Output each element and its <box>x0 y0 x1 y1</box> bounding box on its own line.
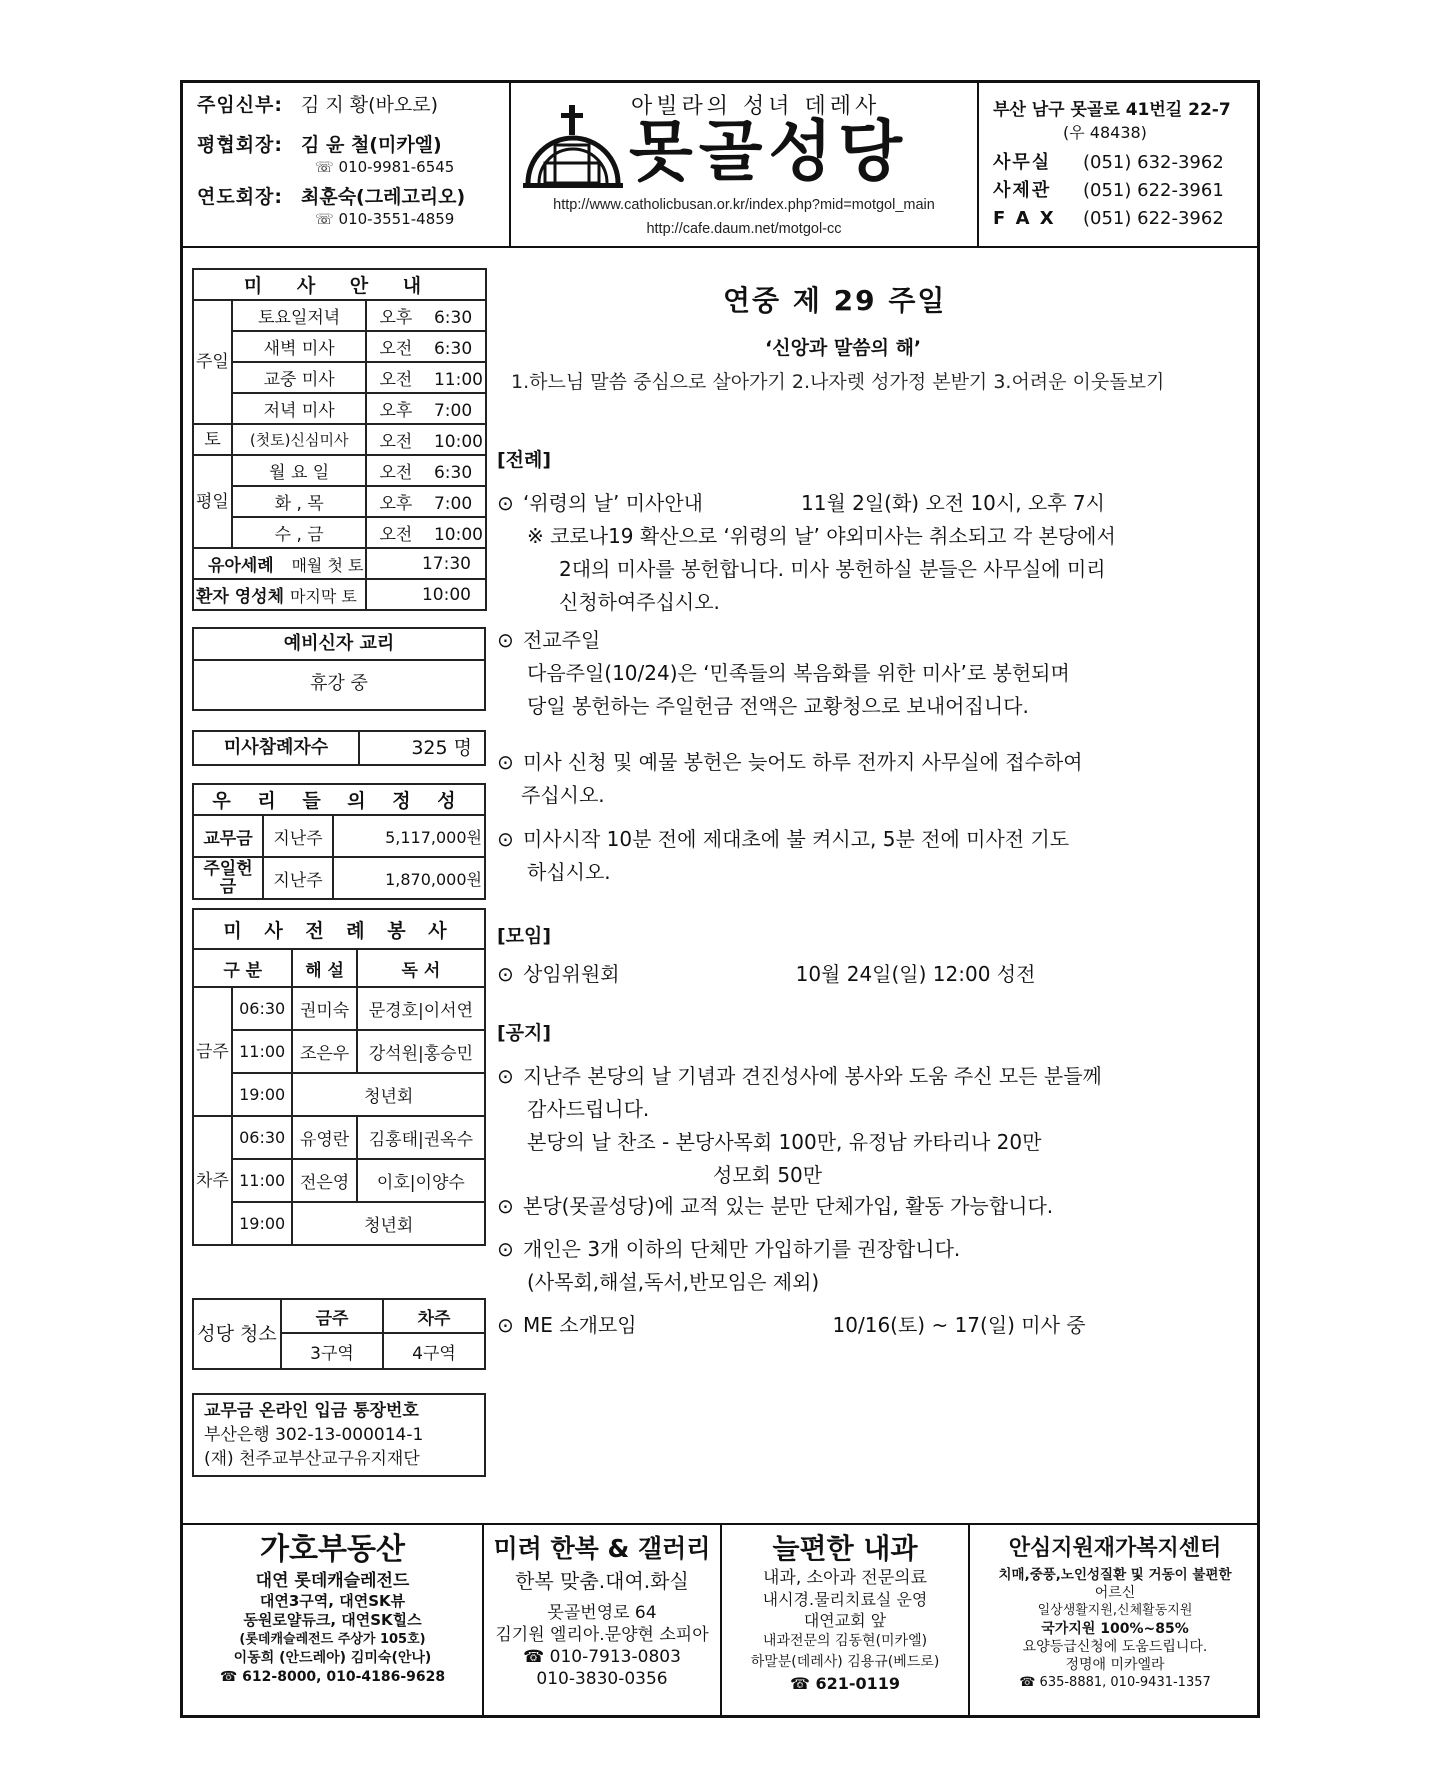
ad-clinic <box>722 1526 968 1716</box>
mass-name: 새벽 미사 <box>232 331 367 362</box>
mass-ampm: 오전 <box>379 463 413 483</box>
notice-text: 10월 24일(일) 12:00 성전 <box>795 962 1036 986</box>
notice-text: (사목회,해설,독서,반모임은 제외) <box>527 1270 820 1294</box>
ad-line: 김기원 엘리아.문양현 소피아 <box>495 1625 709 1645</box>
mass-time: 6:30 <box>433 339 473 359</box>
ad-line: ☎ 621-0119 <box>789 1674 901 1693</box>
ministry-group: 청년회 <box>292 1202 485 1245</box>
office-phone: (051) 632-3962 <box>1083 152 1224 173</box>
cafe-link[interactable]: http://cafe.daum.net/motgol-cc <box>646 221 842 237</box>
saturday-label: 토 <box>193 424 232 455</box>
mass-time: 11:00 <box>433 370 483 390</box>
ad-line: ☎ 635-8881, 010-9431-1357 <box>1019 1675 1211 1690</box>
reader: 이서연 <box>423 1001 474 1021</box>
mass-ampm: 오전 <box>379 339 413 359</box>
ad-line: 국가지원 100%~85% <box>1041 1621 1189 1637</box>
notice-text: 2대의 미사를 봉헌합니다. 미사 봉헌하실 분들은 사무실에 미리 <box>559 557 1106 581</box>
cleaning-area: 4구역 <box>383 1333 485 1369</box>
bullet-icon: ⊙ <box>497 1237 514 1261</box>
attendance-box <box>192 730 486 766</box>
header-church <box>511 83 977 246</box>
ministry-time: 19:00 <box>232 1202 293 1245</box>
bullet-icon: ⊙ <box>497 1194 514 1218</box>
ad-title: 가호부동산 <box>260 1532 405 1567</box>
bank-holder: (재) 천주교부산교구유지재단 <box>204 1449 420 1469</box>
ministry-readers: 강석원|홍승민 <box>357 1030 485 1073</box>
reader: 이양수 <box>415 1173 465 1193</box>
website-link[interactable]: http://www.catholicbusan.or.kr/index.php?mid=motgol_main <box>553 197 935 213</box>
mass-time: 10:00 <box>433 525 483 545</box>
ad-line: 이동희 (안드레아) 김미숙(안나) <box>233 1650 432 1666</box>
ministry-readers: 이호|이양수 <box>357 1159 485 1202</box>
ad-line: 내시경.물리치료실 운영 <box>762 1590 928 1609</box>
baptism-label: 유아세례 <box>208 556 274 576</box>
bullet-icon: ⊙ <box>497 1064 514 1088</box>
ad-line: ☎ 010-7913-0803 <box>523 1647 681 1667</box>
this-week-label: 금주 <box>193 987 232 1116</box>
council-name: 김 윤 철(미카엘) <box>301 134 442 156</box>
attendance-value: 325 명 <box>411 737 472 759</box>
notice-me-meeting <box>497 1309 1086 1342</box>
baptism-time: 17:30 <box>366 548 485 579</box>
notice-all-souls <box>497 487 1116 619</box>
mass-name: 월 요 일 <box>232 455 367 486</box>
ad-line: 어르신 <box>1094 1585 1136 1601</box>
mass-time: 6:30 <box>433 463 473 483</box>
ad-line: 대연 롯데캐슬레전드 <box>255 1571 410 1591</box>
sick-time: 10:00 <box>366 579 485 610</box>
ad-line: 못골번영로 64 <box>547 1603 657 1623</box>
ad-line: 010-3830-0356 <box>536 1669 668 1689</box>
header-contact <box>979 83 1260 246</box>
mass-ampm: 오전 <box>379 370 413 390</box>
council-label: 평협회장: <box>197 134 284 156</box>
address: 부산 남구 못골로 41번길 22-7 <box>993 100 1231 120</box>
church-logo-icon <box>523 103 623 193</box>
weekday-label: 평일 <box>193 455 232 548</box>
sunday-label: 주일 <box>193 300 232 424</box>
reader: 강석원 <box>368 1044 418 1064</box>
league-label: 연도회장: <box>197 186 284 208</box>
bullet-icon: ⊙ <box>497 491 514 515</box>
notice-text: 주십시오. <box>521 783 605 807</box>
ad-line: 대연교회 앞 <box>803 1611 887 1630</box>
notice-text: 하십시오. <box>527 860 611 884</box>
ad-title: 안심지원재가복지센터 <box>1008 1536 1222 1561</box>
patron-saint: 아빌라의 성녀 데레사 <box>631 94 881 119</box>
bank-box <box>192 1393 486 1477</box>
ministry-readers: 김홍태|권옥수 <box>357 1116 485 1159</box>
ministry-time: 06:30 <box>232 987 293 1030</box>
notice-text: 전교주일 <box>523 628 601 652</box>
bullet-icon: ⊙ <box>497 628 514 652</box>
notice-committee <box>497 958 1035 991</box>
pastor-name: 김 지 황(바오로) <box>301 94 439 116</box>
next-week-label: 차주 <box>193 1116 232 1245</box>
catechumen-title: 예비신자 교리 <box>194 629 484 661</box>
ministry-title: 미 사 전 례 봉 사 <box>193 909 485 949</box>
ministry-header: 구 분 <box>193 949 292 987</box>
sick-when: 마지막 토 <box>289 587 357 606</box>
bank-title: 교무금 온라인 입금 통장번호 <box>204 1401 419 1421</box>
cleaning-header: 차주 <box>383 1299 485 1333</box>
bullet-icon: ⊙ <box>497 1313 514 1337</box>
ad-realestate <box>183 1526 482 1716</box>
fax-label: F A X <box>993 208 1056 229</box>
mass-ampm: 오후 <box>379 494 413 514</box>
notice-text: 10/16(토) ~ 17(일) 미사 중 <box>832 1313 1086 1337</box>
ministry-group: 청년회 <box>292 1073 485 1116</box>
cleaning-header: 금주 <box>281 1299 383 1333</box>
ad-line: 내과전문의 김동현(미카엘) <box>762 1633 928 1649</box>
ministry-table <box>192 908 486 1246</box>
notice-text: 11월 2일(화) 오전 10시, 오후 7시 <box>801 491 1105 515</box>
cleaning-label: 성당 청소 <box>193 1299 281 1369</box>
bank-account: 부산은행 302-13-000014-1 <box>204 1425 424 1445</box>
ministry-time: 19:00 <box>232 1073 293 1116</box>
reader: 권옥수 <box>423 1130 474 1150</box>
ad-line: 일상생활지원,신체활동지원 <box>1037 1603 1193 1618</box>
fax-phone: (051) 622-3962 <box>1083 208 1224 229</box>
notice-text: 지난주 본당의 날 기념과 견진성사에 봉사와 도움 주신 모든 분들께 <box>523 1064 1102 1088</box>
catechumen-status: 휴강 중 <box>310 673 368 694</box>
cleaning-table <box>192 1298 486 1370</box>
notice-text: 당일 봉헌하는 주일헌금 전액은 교황청으로 보내어집니다. <box>527 694 1029 718</box>
notice-text: 다음주일(10/24)은 ‘민족들의 복음화를 위한 미사’로 봉헌되며 <box>527 661 1070 685</box>
ad-line: 하말분(데레사) 김용규(베드로) <box>750 1654 940 1670</box>
office-label: 사무실 <box>993 152 1052 173</box>
offering-amount: 5,117,000원 <box>333 815 485 857</box>
mass-name: 토요일저녁 <box>232 300 367 331</box>
sunday-title: 연중 제 29 주일 <box>723 284 947 317</box>
ministry-time: 06:30 <box>232 1116 293 1159</box>
ministry-person: 전은영 <box>292 1159 356 1202</box>
section-liturgy: [전례] <box>497 449 552 471</box>
mass-ampm: 오전 <box>379 432 413 452</box>
mass-name: 저녁 미사 <box>232 393 367 424</box>
ad-title: 미려 한복 & 갤러리 <box>493 1534 711 1563</box>
offerings-table <box>192 783 486 900</box>
ad-hanbok <box>484 1526 720 1716</box>
league-name: 최훈숙(그레고리오) <box>301 186 466 208</box>
notice-text: 상임위원회 <box>523 962 620 986</box>
rectory-label: 사제관 <box>993 180 1052 201</box>
ad-line: 치매,중풍,노인성질환 및 거동이 불편한 <box>998 1567 1232 1583</box>
league-phone: ☏ 010-3551-4859 <box>315 210 455 228</box>
mass-ampm: 오후 <box>379 401 413 421</box>
notice-mission-sunday <box>497 624 1070 723</box>
ad-line: 한복 맞춤.대여.화실 <box>515 1569 689 1593</box>
notice-text: 성모회 50만 <box>713 1163 823 1187</box>
rectory-phone: (051) 622-3961 <box>1083 180 1224 201</box>
catechumen-box <box>192 627 486 711</box>
mass-name: 교중 미사 <box>232 362 367 393</box>
ad-care-center <box>970 1526 1260 1716</box>
ad-line: (롯데캐슬레전드 주상가 105호) <box>239 1632 426 1647</box>
notice-mass-request <box>497 746 1083 812</box>
bullet-icon: ⊙ <box>497 962 514 986</box>
cleaning-area: 3구역 <box>281 1333 383 1369</box>
notice-text: 본당(못골성당)에 교적 있는 분만 단체가입, 활동 가능합니다. <box>523 1194 1054 1218</box>
mass-schedule-table <box>192 268 487 611</box>
offerings-title: 우 리 들 의 정 성 <box>193 784 485 815</box>
ad-line: 요양등급신청에 도움드립니다. <box>1022 1639 1208 1655</box>
offering-period: 지난주 <box>263 857 333 899</box>
mass-ampm: 오후 <box>379 308 413 328</box>
mass-guide-title: 미 사 안 내 <box>193 269 486 300</box>
bullet-icon: ⊙ <box>497 827 514 851</box>
section-notice: [공지] <box>497 1022 552 1044</box>
notice-candles <box>497 823 1069 889</box>
ad-title: 늘편한 내과 <box>772 1532 918 1565</box>
reader: 문경호 <box>368 1001 418 1021</box>
reader: 홍승민 <box>423 1044 474 1064</box>
offering-label: 교무금 <box>193 815 263 857</box>
bulletin-frame <box>180 80 1260 1718</box>
offering-label: 주일헌금 <box>193 857 263 899</box>
ministry-header: 독 서 <box>357 949 485 987</box>
mass-time: 10:00 <box>433 432 483 452</box>
baptism-when: 매월 첫 토 <box>291 556 364 575</box>
reader: 김홍태 <box>368 1130 418 1150</box>
ad-line: 동원로얄듀크, 대연SK힐스 <box>243 1611 422 1629</box>
pastor-label: 주임신부: <box>197 94 284 116</box>
notice-text: ※ 코로나19 확산으로 ‘위령의 날’ 야외미사는 취소되고 각 본당에서 <box>527 524 1116 548</box>
ministry-header: 해 설 <box>292 949 356 987</box>
section-meeting: [모임] <box>497 925 552 947</box>
ministry-time: 11:00 <box>232 1030 293 1073</box>
ad-line: 정명애 미카엘라 <box>1065 1657 1165 1673</box>
sick-label: 환자 영성체 <box>196 587 285 607</box>
mass-time: 7:00 <box>433 494 473 514</box>
bullet-icon: ⊙ <box>497 750 514 774</box>
ministry-time: 11:00 <box>232 1159 293 1202</box>
ministry-person: 조은우 <box>292 1030 356 1073</box>
mass-name: 수 , 금 <box>232 517 367 548</box>
year-theme: ‘신앙과 말씀의 해’ <box>765 337 922 359</box>
notice-groups <box>497 1190 1053 1223</box>
ad-line: ☎ 612-8000, 010-4186-9628 <box>219 1669 446 1685</box>
notice-text: ME 소개모임 <box>523 1313 637 1337</box>
mass-name: 화 , 목 <box>232 486 367 517</box>
ministry-person: 권미숙 <box>292 987 356 1030</box>
notice-group-limit <box>497 1233 960 1299</box>
notice-text: 미사 신청 및 예물 봉헌은 늦어도 하루 전까지 사무실에 접수하여 <box>523 750 1083 774</box>
ad-line: 내과, 소아과 전문의료 <box>762 1568 927 1588</box>
reader: 이호 <box>376 1173 410 1193</box>
zip-code: (우 48438) <box>1063 123 1147 142</box>
attendance-label: 미사참례자수 <box>194 732 360 764</box>
mass-name: (첫토)신심미사 <box>232 424 367 455</box>
ad-line: 대연3구역, 대연SK뷰 <box>259 1592 406 1610</box>
ministry-person: 유영란 <box>292 1116 356 1159</box>
ministry-readers: 문경호|이서연 <box>357 987 485 1030</box>
offering-period: 지난주 <box>263 815 333 857</box>
header-staff <box>183 83 510 246</box>
council-phone: ☏ 010-9981-6545 <box>315 158 455 176</box>
notice-text: 신청하여주십시오. <box>559 590 720 614</box>
pastoral-goals: 1.하느님 말씀 중심으로 살아가기 2.나자렛 성가정 본받기 3.어려운 이웃돌보기 <box>511 371 1165 393</box>
notice-text: 감사드립니다. <box>527 1097 650 1121</box>
notice-text: 본당의 날 찬조 - 본당사목회 100만, 유정남 카타리나 20만 <box>527 1130 1042 1154</box>
offering-amount: 1,870,000원 <box>333 857 485 899</box>
mass-time: 7:00 <box>433 401 473 421</box>
mass-time: 6:30 <box>433 308 473 328</box>
mass-ampm: 오전 <box>379 525 413 545</box>
notice-text: ‘위령의 날’ 미사안내 <box>523 491 703 515</box>
notice-text: 미사시작 10분 전에 제대초에 불 켜시고, 5분 전에 미사전 기도 <box>523 827 1070 851</box>
church-name: 못골성당 <box>629 113 909 190</box>
notice-text: 개인은 3개 이하의 단체만 가입하기를 권장합니다. <box>523 1237 961 1261</box>
notice-thanks <box>497 1060 1102 1192</box>
